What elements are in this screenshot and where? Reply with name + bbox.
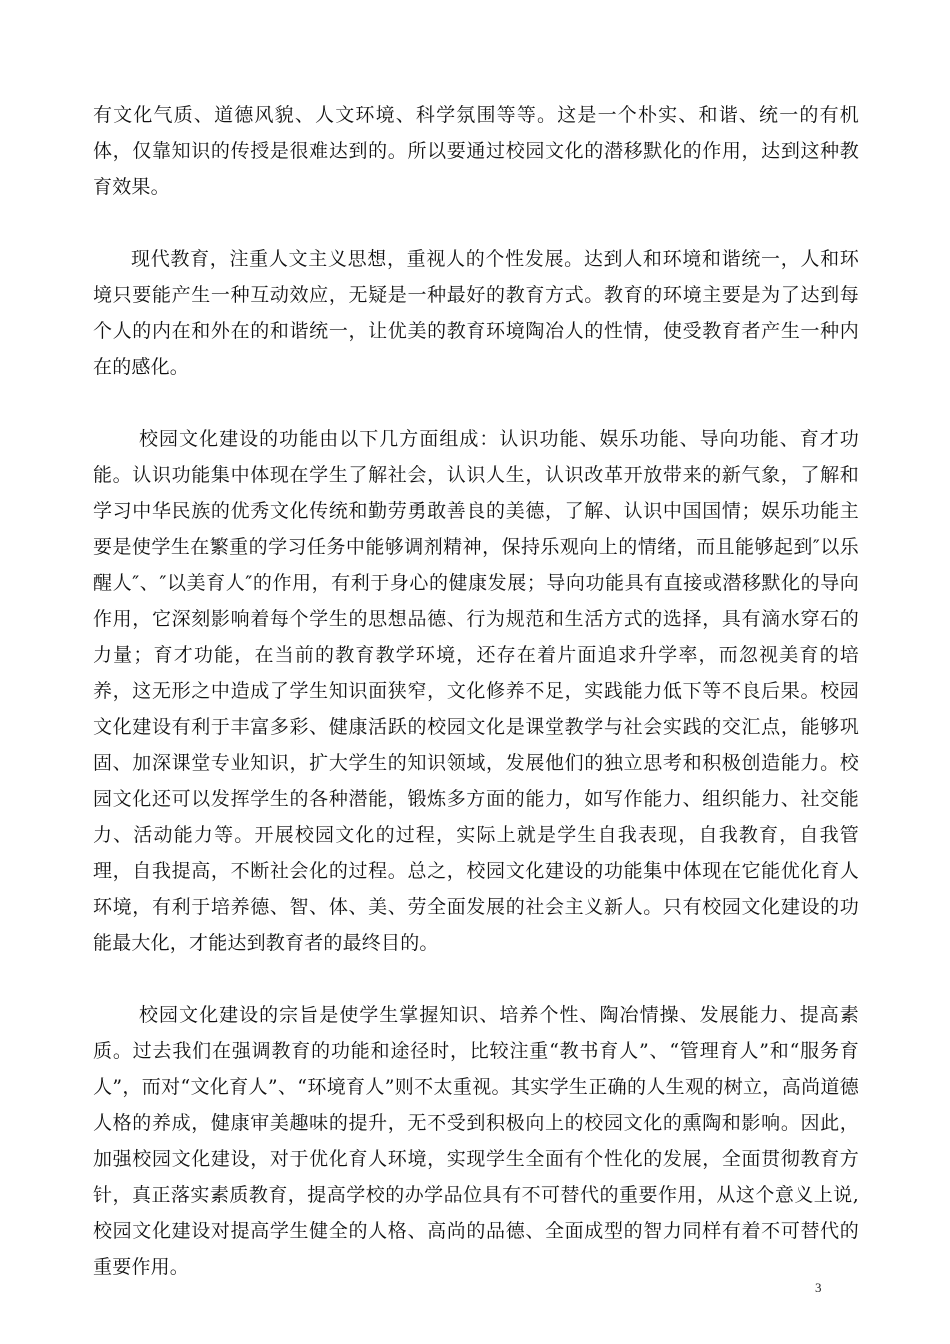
paragraph-3: 校园文化建设的功能由以下几方面组成：认识功能、娱乐功能、导向功能、育才功能。认识功能集中体现在学生了解社会，认识人生，认识改革开放带来的新气象，了解和学习中华民族的优秀文化传统和勤劳勇敢善良的美德，了解、认识中国国情；娱乐功能主要是使学生在繁重的学习任务中能够调剂精神，保持乐观向上的情绪，而且能够起到″以乐醒人″、″以美育人″的作用，有利于身心的健康发展；导向功能具有直接或潜移默化的导向作用，它深刻影响着每个学生的思想品德、行为规范和生活方式的选择，具有滴水穿石的力量；育才功能，在当前的教育教学环境，还存在着片面追求升学率，而忽视美育的培养，这无形之中造成了学生知识面狭窄，文化修养不足，实践能力低下等不良后果。校园文化建设有利于丰富多彩、健康活跃的校园文化是课堂教学与社会实践的交汇点，能够巩固、加深课堂专业知识，扩大学生的知识领域，发展他们的独立思考和积极创造能力。校园文化还可以发挥学生的各种潜能，锻炼多方面的能力，如写作能力、组织能力、社交能力、活动能力等。开展校园文化的过程，实际上就是学生自我表现，自我教育，自我管理，自我提高，不断社会化的过程。总之，校园文化建设的功能集中体现在它能优化育人环境，有利于培养德、智、体、美、劳全面发展的社会主义新人。只有校园文化建设的功能最大化，才能达到教育者的最终目的。	[93, 428, 859, 954]
paragraph-2: 现代教育，注重人文主义思想，重视人的个性发展。达到人和环境和谐统一，人和环境只要能产生一种互动效应，无疑是一种最好的教育方式。教育的环境主要是为了达到每个人的内在和外在的和谐统一，让优美的教育环境陶冶人的性情，使受教育者产生一种内在的感化。	[93, 248, 859, 378]
paragraph-spacer	[93, 385, 859, 421]
document-body	[93, 97, 859, 1285]
paragraph-spacer	[93, 205, 859, 241]
paragraph-spacer	[93, 961, 859, 997]
page-number: 3	[815, 1280, 822, 1295]
paragraph-1: 有文化气质、道德风貌、人文环境、科学氛围等等。这是一个朴实、和谐、统一的有机体，仅靠知识的传授是很难达到的。所以要通过校园文化的潜移默化的作用，达到这种教育效果。	[93, 104, 859, 198]
paragraph-4: 校园文化建设的宗旨是使学生掌握知识、培养个性、陶冶情操、发展能力、提高素质。过去我们在强调教育的功能和途径时，比较注重“教书育人”、“管理育人”和“服务育人”，而对“文化育人”、“环境育人”则不太重视。其实学生正确的人生观的树立，高尚道德人格的养成，健康审美趣味的提升，无不受到积极向上的校园文化的熏陶和影响。因此，加强校园文化建设，对于优化育人环境，实现学生全面有个性化的发展，全面贯彻教育方针，真正落实素质教育，提高学校的办学品位具有不可替代的重要作用，从这个意义上说,校园文化建设对提高学生健全的人格、高尚的品德、全面成型的智力同样有着不可替代的重要作用。	[93, 1004, 859, 1278]
